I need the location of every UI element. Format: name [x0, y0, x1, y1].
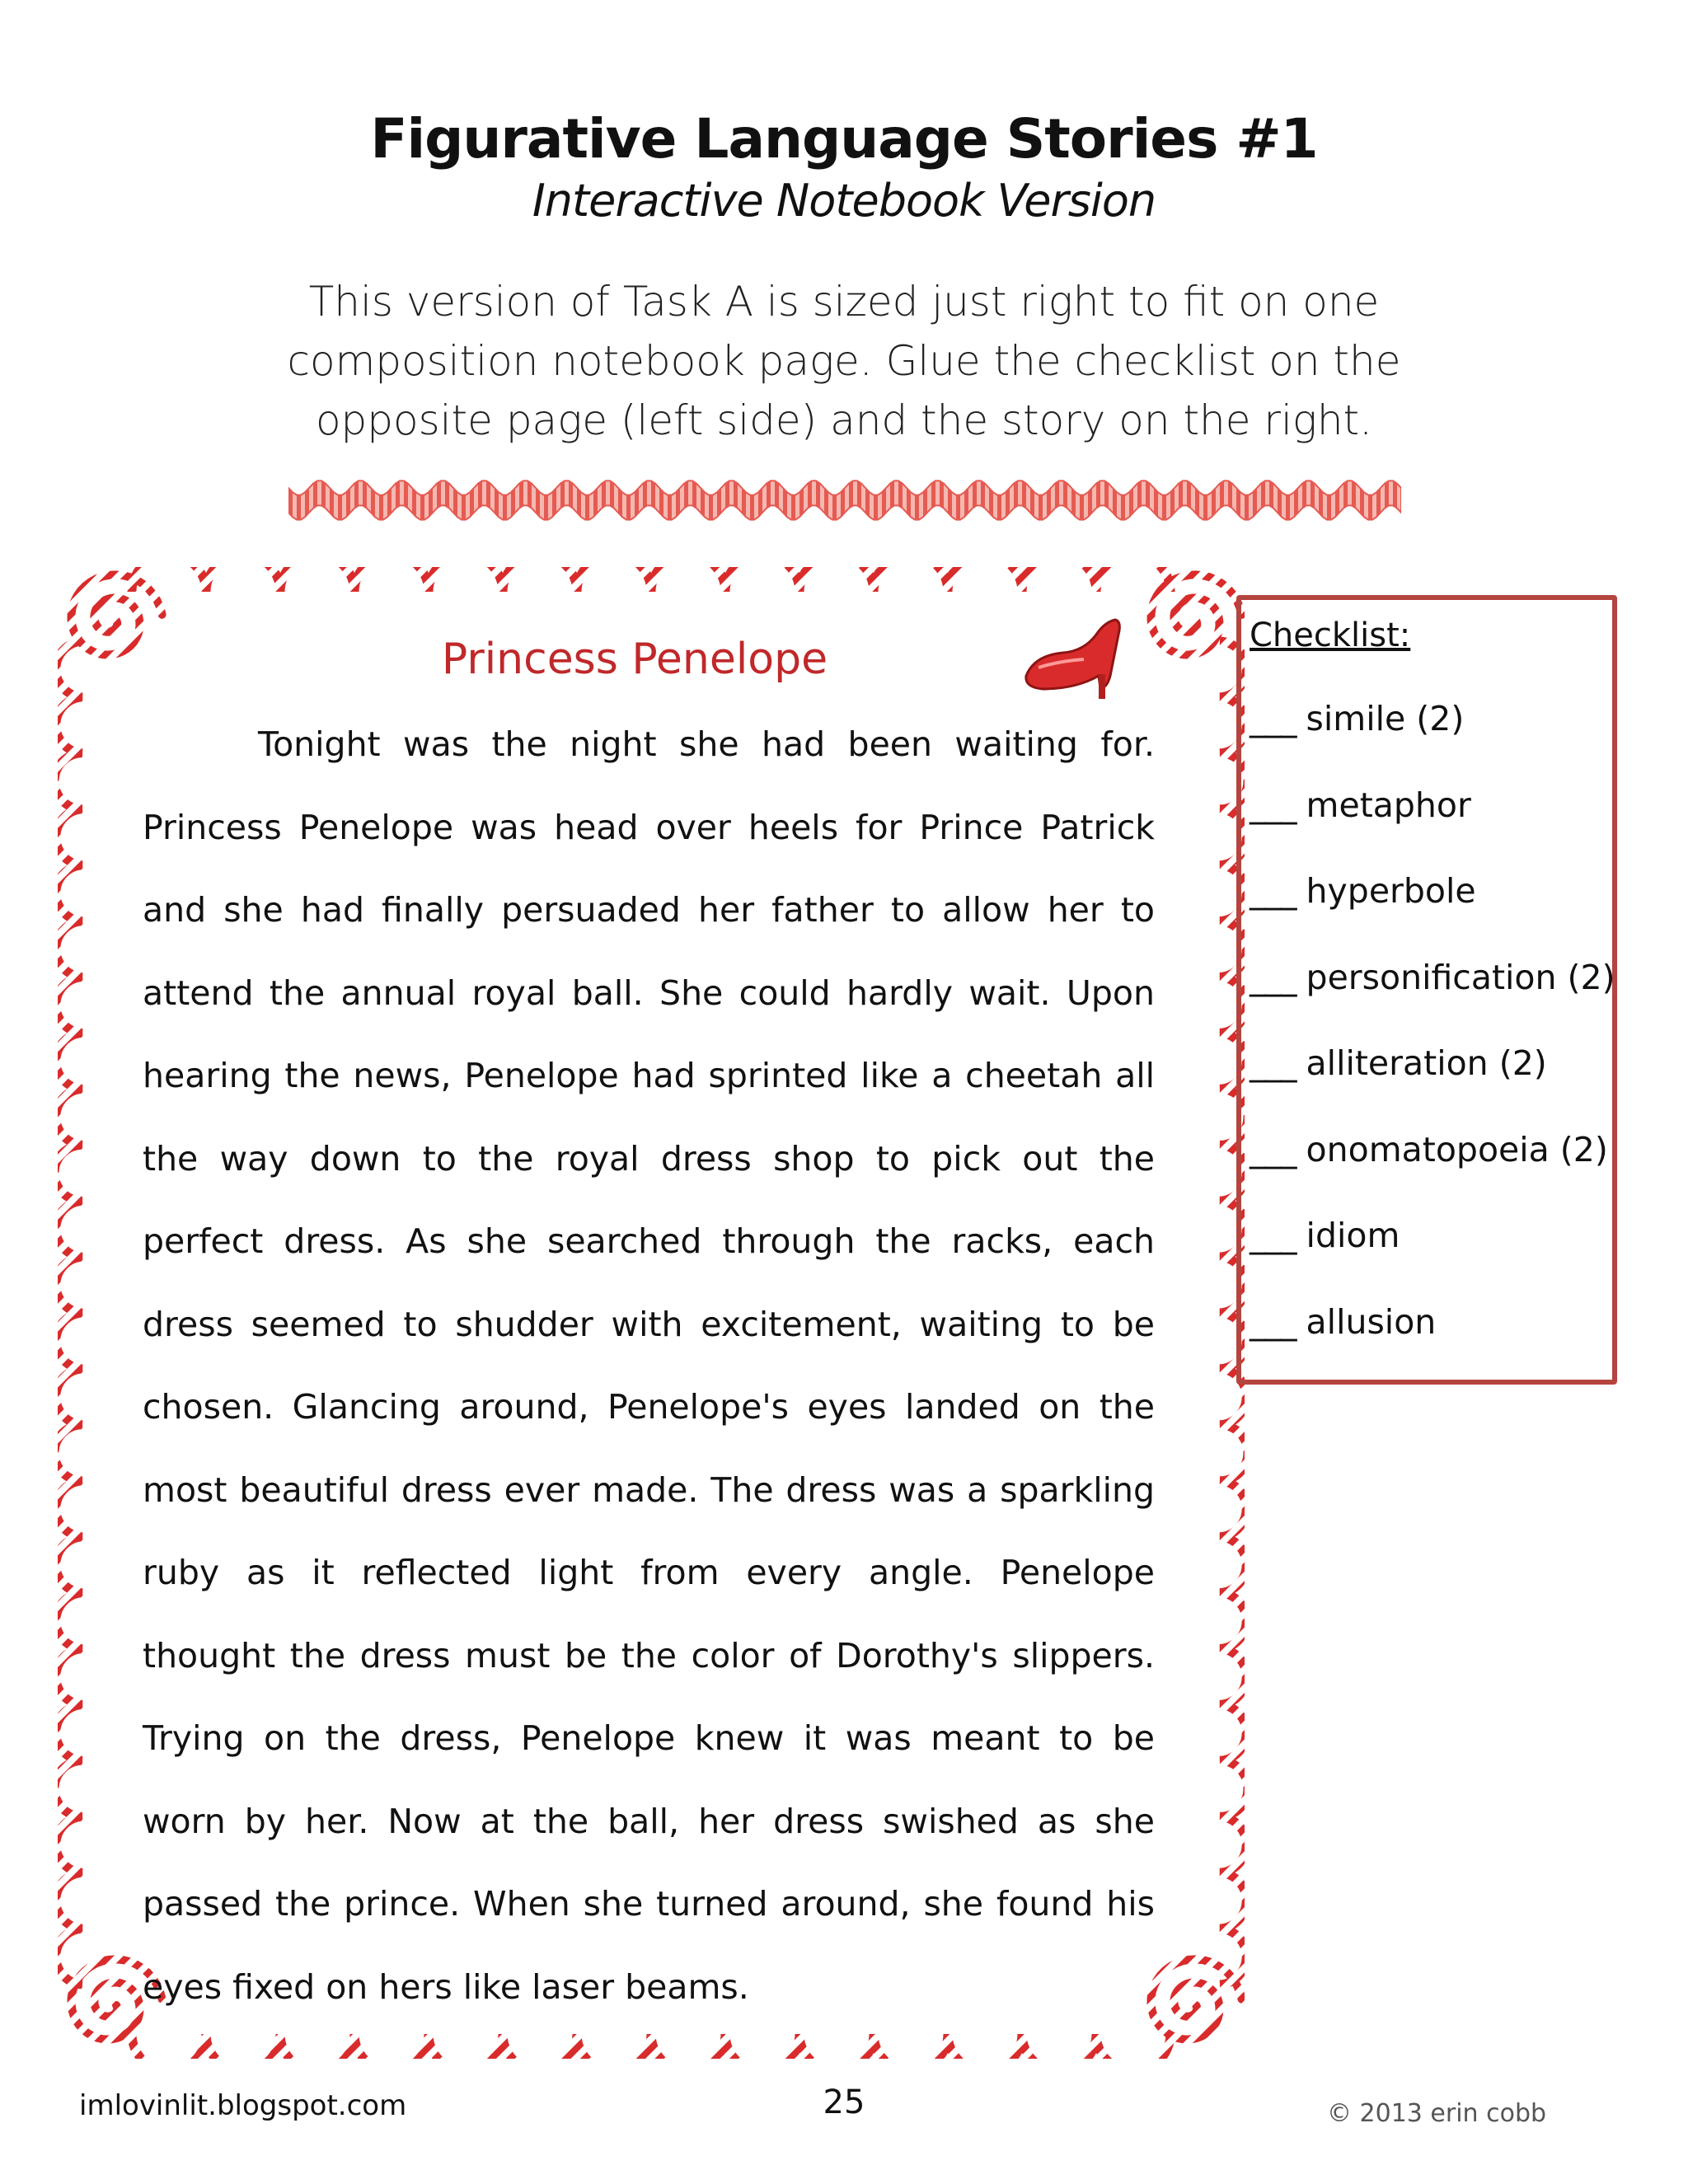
checklist-item-label: metaphor: [1306, 785, 1471, 825]
page-number: 25: [823, 2083, 865, 2121]
checklist-item: [1250, 958, 1615, 997]
page-title: Figurative Language Stories #1: [370, 107, 1318, 171]
checklist-item-label: allusion: [1306, 1301, 1437, 1342]
checklist-item: [1250, 1302, 1436, 1342]
copyright: © 2013 erin cobb: [1327, 2099, 1547, 2128]
checklist-item: [1250, 1043, 1547, 1083]
blog-url: imlovinlit.blogspot.com: [79, 2089, 407, 2122]
checklist-item: [1250, 1130, 1608, 1169]
checklist-item-label: hyperbole: [1306, 871, 1476, 911]
checklist-blank: ___: [1250, 1301, 1296, 1342]
story-title: Princess Penelope: [441, 635, 828, 684]
checklist-blank: ___: [1250, 957, 1296, 997]
checklist-blank: ___: [1250, 1216, 1296, 1255]
checklist-item-label: personification (2): [1306, 957, 1615, 997]
checklist-item: [1250, 699, 1464, 738]
checklist-item-label: alliteration (2): [1306, 1043, 1547, 1083]
story-text: Tonight was the night she had been waiting for. Princess Penelope was head over heels for Prince Patrick and she had finally persuaded her father to allow her to attend the annual royal ball. She could hardly wait. Upon hearing the news, Penelope had sprinted like a cheetah all the way down to the royal dress shop to pick out the perfect dress. As she searched through the racks, each dress seemed to shudder with excitement, waiting to be chosen. Glancing around, Penelope's eyes landed on the most beautiful dress ever made. The dress was a sparkling ruby as it reflected light from every angle. Penelope thought the dress must be the color of Dorothy's slippers. Trying on the dress, Penelope knew it was meant to be worn by her. Now at the ball, her dress swished as she passed the prince. When she turned around, she found his eyes fixed on hers like laser beams.: [143, 724, 1155, 2007]
checklist-item: [1250, 1216, 1400, 1255]
checklist-item: [1250, 871, 1476, 911]
checklist-blank: ___: [1250, 699, 1296, 738]
checklist-item-label: simile (2): [1306, 699, 1465, 738]
wavy-ribbon-divider: [288, 476, 1401, 526]
page-subtitle: Interactive Notebook Version: [532, 175, 1156, 227]
checklist-item-label: onomatopoeia (2): [1306, 1129, 1608, 1169]
checklist-blank: ___: [1250, 1043, 1296, 1083]
checklist-item: [1250, 785, 1471, 825]
intro-paragraph: This version of Task A is sized just right to fit on one composition notebook page. Glue the checklist on the opposite page (left side) and the story on the right.: [287, 278, 1401, 444]
checklist-item-label: idiom: [1306, 1216, 1400, 1255]
checklist-blank: ___: [1250, 871, 1296, 911]
checklist-title: Checklist:: [1250, 616, 1411, 654]
checklist-blank: ___: [1250, 1129, 1296, 1169]
ruby-slipper-icon: [1018, 610, 1125, 701]
checklist-box: [1236, 595, 1617, 1385]
checklist-blank: ___: [1250, 785, 1296, 825]
